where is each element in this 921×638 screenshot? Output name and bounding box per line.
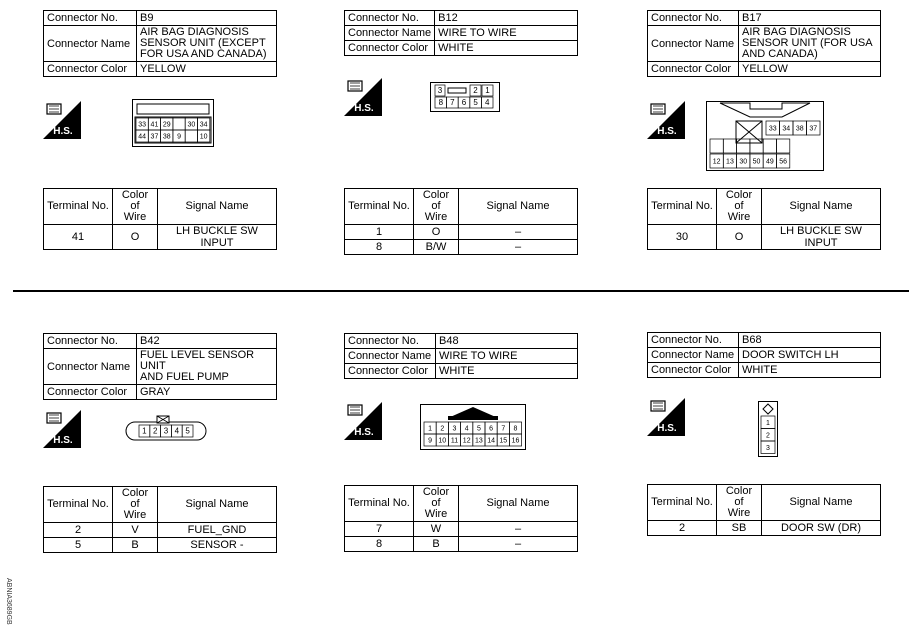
pin-number: 6 <box>461 98 467 107</box>
connector-name-value: AIR BAG DIAGNOSIS SENSOR UNIT (FOR USA AND CANADA) <box>739 26 881 62</box>
connector-no-value: B68 <box>739 333 881 348</box>
connector-b17-face <box>706 101 824 171</box>
pin-number: 12 <box>462 437 471 445</box>
connector-b68-face <box>758 401 778 457</box>
pin-number: 2 <box>152 426 158 436</box>
pin-number: 10 <box>199 133 208 141</box>
pin-number: 3 <box>766 444 770 452</box>
pin-number: 3 <box>163 426 169 436</box>
pin-number: 38 <box>795 125 804 133</box>
pin-number: 2 <box>473 86 478 95</box>
pin-number: 3 <box>437 86 443 95</box>
connector-b48-terminal-table: Terminal No. Color of Wire Signal Name 7 W – 8 B – <box>344 485 578 552</box>
connector-b9-terminal-table: Terminal No. Color of Wire Signal Name 41 O LH BUCKLE SW INPUT <box>43 188 277 250</box>
table-row: 8 B/W – <box>345 240 578 255</box>
connector-b17-info: Connector No. B17 Connector Name AIR BAG DIAGNOSIS SENSOR UNIT (FOR USA AND CANADA) Connector Color YELLOW <box>647 10 881 77</box>
connector-b12-face <box>430 82 500 112</box>
pin-number: 1 <box>142 426 147 436</box>
pin-number: 8 <box>513 425 518 433</box>
pin-number: 13 <box>475 437 483 445</box>
pin-number: 1 <box>766 419 770 427</box>
connector-b68-terminal-table: Terminal No. Color of Wire Signal Name 2 SB DOOR SW (DR) <box>647 484 881 536</box>
pin-number: 4 <box>464 425 469 433</box>
pin-number: 9 <box>428 437 433 445</box>
table-row: 30 O LH BUCKLE SW INPUT <box>648 225 881 250</box>
pin-number: 44 <box>138 133 147 141</box>
table-row: 1 O – <box>345 225 578 240</box>
connector-no-value: B12 <box>435 11 578 26</box>
pin-number: 33 <box>768 125 777 133</box>
harness-side-icon <box>43 410 81 448</box>
pin-number: 14 <box>487 437 495 445</box>
pin-number: 41 <box>150 121 159 129</box>
connector-b12-terminal-table: Terminal No. Color of Wire Signal Name 1 O – 8 B/W – <box>344 188 578 255</box>
pin-number: 30 <box>187 121 196 129</box>
connector-name-value: FUEL LEVEL SENSOR UNIT AND FUEL PUMP <box>137 349 277 385</box>
connector-color-value: WHITE <box>435 41 578 56</box>
svg-text:H.S.: H.S. <box>53 435 73 446</box>
svg-text:H.S.: H.S. <box>657 423 677 434</box>
table-row: 41 O LH BUCKLE SW INPUT <box>44 225 277 250</box>
pin-number: 34 <box>199 121 208 129</box>
pin-number: 10 <box>438 437 447 445</box>
pin-number: 11 <box>450 437 459 445</box>
connector-color-value: YELLOW <box>739 62 881 77</box>
pin-number: 8 <box>438 98 444 107</box>
connector-b17-terminal-table: Terminal No. Color of Wire Signal Name 30 O LH BUCKLE SW INPUT <box>647 188 881 250</box>
connector-color-value: WHITE <box>436 364 578 379</box>
svg-text:H.S.: H.S. <box>53 126 73 137</box>
table-row: 2 SB DOOR SW (DR) <box>648 521 881 536</box>
connector-b9-info: Connector No. B9 Connector Name AIR BAG DIAGNOSIS SENSOR UNIT (EXCEPT FOR USA AND CANADA) Connector Color YELLOW <box>43 10 277 77</box>
connector-no-value: B9 <box>137 11 277 26</box>
harness-side-icon <box>344 78 382 116</box>
connector-name-value: WIRE TO WIRE <box>435 26 578 41</box>
pin-number: 3 <box>452 425 457 433</box>
connector-b42-terminal-table: Terminal No. Color of Wire Signal Name 2 V FUEL_GND 5 B SENSOR - <box>43 486 277 553</box>
pin-number: 9 <box>177 133 182 141</box>
connector-b9-face <box>132 99 214 147</box>
pin-number: 6 <box>489 425 494 433</box>
connector-no-value: B17 <box>739 11 881 26</box>
harness-side-icon <box>647 101 685 139</box>
connector-name-value: DOOR SWITCH LH <box>739 348 881 363</box>
connector-b42-face <box>125 414 207 442</box>
connector-name-value: AIR BAG DIAGNOSIS SENSOR UNIT (EXCEPT FOR USA AND CANADA) <box>137 26 277 62</box>
connector-no-value: B48 <box>436 334 578 349</box>
pin-number: 56 <box>779 158 788 166</box>
pin-number: 50 <box>752 158 761 166</box>
pin-number: 13 <box>726 158 734 166</box>
connector-color-value: GRAY <box>137 385 277 400</box>
connector-b12-info: Connector No. B12 Connector Name WIRE TO WIRE Connector Color WHITE <box>344 10 578 56</box>
pin-number: 7 <box>450 98 455 107</box>
svg-text:H.S.: H.S. <box>354 103 374 114</box>
pin-number: 16 <box>511 437 520 445</box>
pin-number: 5 <box>185 426 190 436</box>
pin-number: 30 <box>739 158 748 166</box>
pin-number: 7 <box>501 425 506 433</box>
connector-color-value: YELLOW <box>137 62 277 77</box>
pin-number: 5 <box>476 425 481 433</box>
table-row: 8 B – <box>345 537 578 552</box>
pin-number: 1 <box>485 86 490 95</box>
connector-b42-info: Connector No. B42 Connector Name FUEL LEVEL SENSOR UNIT AND FUEL PUMP Connector Color GRAY <box>43 333 277 400</box>
connector-b48-info: Connector No. B48 Connector Name WIRE TO WIRE Connector Color WHITE <box>344 333 578 379</box>
pin-number: 4 <box>174 426 180 436</box>
section-divider <box>13 290 909 292</box>
pin-number: 38 <box>162 133 171 141</box>
connector-b68-info: Connector No. B68 Connector Name DOOR SWITCH LH Connector Color WHITE <box>647 332 881 378</box>
pin-number: 33 <box>138 121 147 129</box>
pin-number: 2 <box>766 432 770 440</box>
pin-number: 34 <box>782 125 791 133</box>
figure-id: ABNIA3689GB <box>5 578 12 625</box>
harness-side-icon <box>43 101 81 139</box>
pin-number: 12 <box>712 158 721 166</box>
svg-text:H.S.: H.S. <box>354 427 374 438</box>
table-row: 2 V FUEL_GND <box>44 523 277 538</box>
connector-color-value: WHITE <box>739 363 881 378</box>
svg-text:H.S.: H.S. <box>657 126 677 137</box>
pin-number: 49 <box>765 158 774 166</box>
pin-number: 37 <box>809 125 818 133</box>
connector-name-value: WIRE TO WIRE <box>436 349 578 364</box>
pin-number: 15 <box>499 437 508 445</box>
connector-no-value: B42 <box>137 334 277 349</box>
connector-b48-face <box>420 404 526 450</box>
pin-number: 4 <box>484 98 490 107</box>
harness-side-icon <box>647 398 685 436</box>
table-row: 5 B SENSOR - <box>44 538 277 553</box>
pin-number: 2 <box>440 425 445 433</box>
harness-side-icon <box>344 402 382 440</box>
pin-number: 29 <box>162 121 171 129</box>
pin-number: 5 <box>473 98 478 107</box>
pin-number: 1 <box>428 425 433 433</box>
table-row: 7 W – <box>345 522 578 537</box>
pin-number: 37 <box>150 133 159 141</box>
